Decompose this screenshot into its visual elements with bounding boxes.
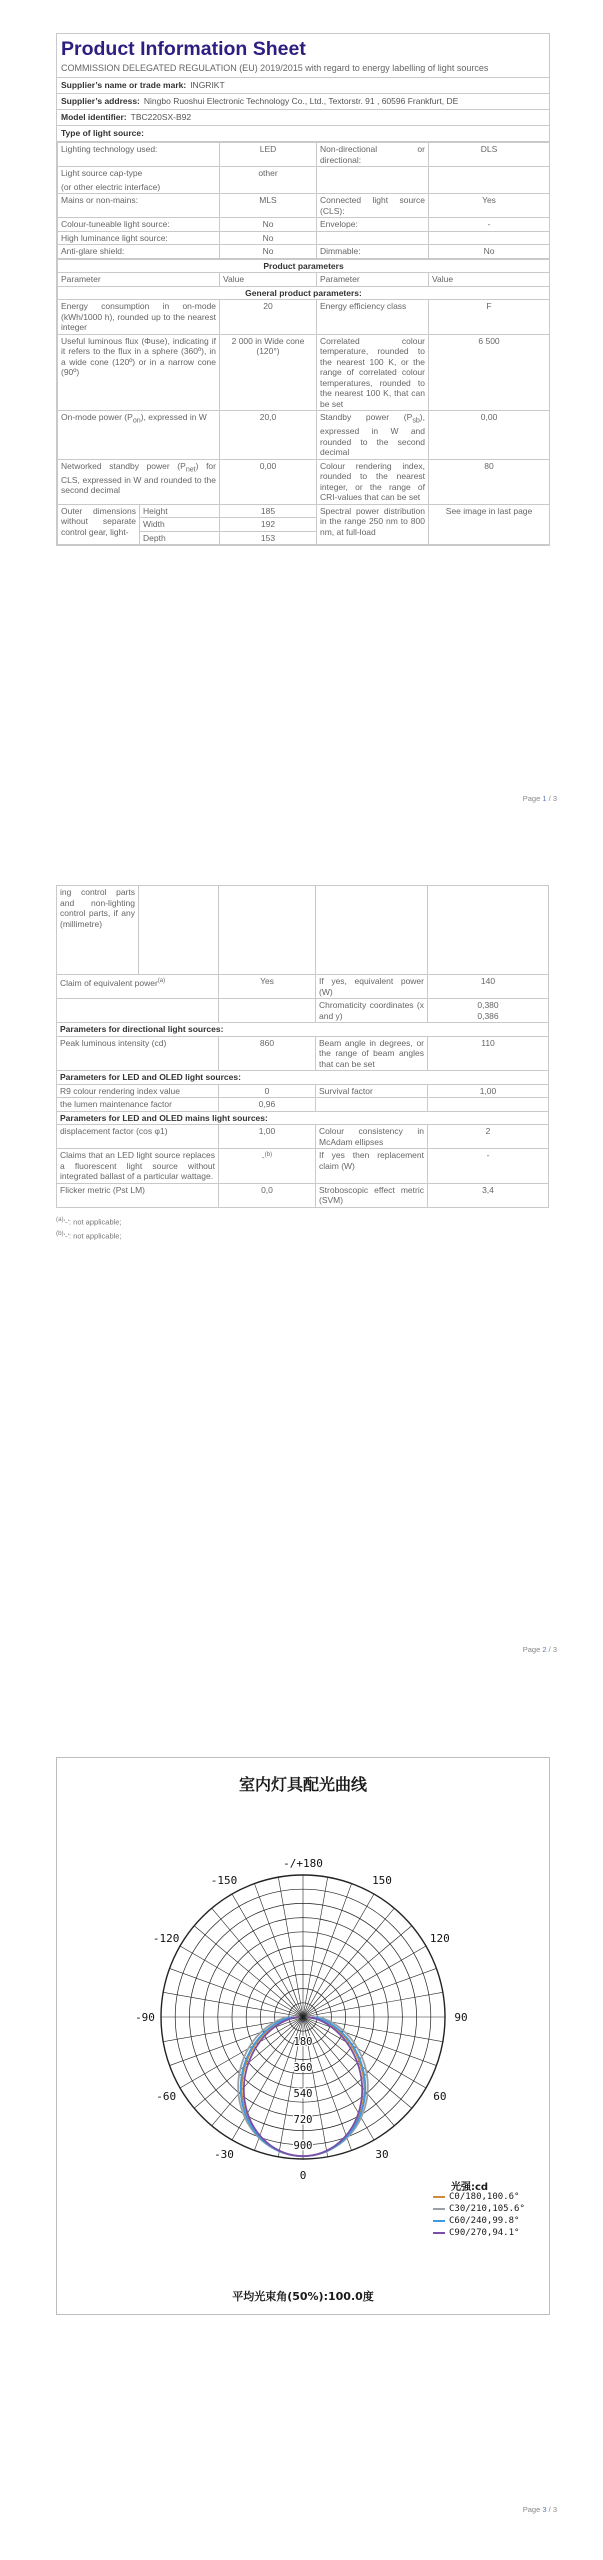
spd-value: See image in last page [429, 504, 550, 545]
sbpower-label [317, 411, 429, 460]
page-footer-1 [523, 794, 557, 803]
consistency-value: 2 [428, 1125, 549, 1149]
model-label: Model identifier: [61, 112, 127, 122]
page-number: 3 [542, 2505, 547, 2514]
type-value: No [220, 231, 317, 245]
spd-label: Spectral power distribution in the range 250 nm to 800 nm, at full-load [317, 504, 429, 545]
mains-heading-row [57, 1111, 549, 1125]
page-sep: / [548, 1645, 551, 1654]
dir-heading: Parameters for directional light sources: [57, 1023, 549, 1037]
footnote-b-mark: (b) [56, 1230, 64, 1237]
page-sep: / [548, 2505, 551, 2514]
type-value: MLS [220, 194, 317, 218]
angle-label-top: -/+180 [283, 1857, 323, 1870]
chroma-label: Chromaticity coordinates (x and y) [316, 999, 428, 1023]
replace-claim-label: If yes then replacement claim (W) [316, 1149, 428, 1184]
light-distribution-figure [56, 1757, 550, 2315]
figure-caption: 平均光束角(50%):100.0度 [232, 2290, 374, 2303]
chroma-value [428, 999, 549, 1023]
lumen-label: the lumen maintenance factor [57, 1098, 219, 1112]
peak-label: Peak luminous intensity (cd) [57, 1036, 219, 1071]
footnote-a [56, 1214, 548, 1229]
type-label: Anti-glare shield: [58, 245, 220, 259]
type-table [57, 142, 550, 259]
info-sheet-page2 [56, 885, 548, 1243]
svm-label: Stroboscopic effect metric (SVM) [316, 1183, 428, 1207]
energy-value: 20 [220, 300, 317, 335]
param-row [57, 975, 549, 999]
page-number: 1 [542, 794, 547, 803]
type-value: No [429, 245, 550, 259]
model-value: TBC220SX-B92 [130, 112, 192, 122]
cct-value: 6 500 [429, 334, 550, 411]
params-heading: Product parameters [58, 259, 550, 273]
type-value: LED [220, 143, 317, 167]
beam-label: Beam angle in degrees, or the range of beam angles that can be set [316, 1036, 428, 1071]
netpower-sub: net [185, 465, 196, 474]
col-param: Parameter [317, 273, 429, 287]
type-heading [57, 126, 549, 142]
general-heading-row [58, 286, 550, 300]
legend-swatch [433, 2220, 445, 2222]
dim-name: Depth [140, 531, 220, 545]
param-row [57, 1098, 549, 1112]
type-value: No [220, 218, 317, 232]
led-heading-row [57, 1071, 549, 1085]
legend-item [433, 2203, 525, 2215]
page-title: Product Information Sheet [61, 38, 306, 60]
type-row [58, 143, 550, 167]
dir-heading-row [57, 1023, 549, 1037]
equiv-value: Yes [219, 975, 316, 999]
type-row [58, 167, 550, 194]
page-number: 2 [542, 1645, 547, 1654]
cap-type-label: Light source cap-type [61, 168, 143, 178]
flicker-label: Flicker metric (Pst LM) [57, 1183, 219, 1207]
legend-swatch [433, 2232, 445, 2234]
angle-label: -60 [156, 2090, 177, 2103]
type-row [58, 218, 550, 232]
type-value [429, 231, 550, 245]
param-row [57, 1036, 549, 1071]
angle-label: -120 [152, 1932, 180, 1945]
page-sep: / [548, 794, 551, 803]
params-table-continued [56, 885, 549, 1208]
r9-label: R9 colour rendering index value [57, 1084, 219, 1098]
angle-label: 90 [454, 2011, 468, 2024]
regulation-text: COMMISSION DELEGATED REGULATION (EU) 2019/2015 with regard to energy labelling of light sources [57, 62, 549, 78]
param-row [58, 459, 550, 504]
footnote-b [56, 1228, 548, 1243]
params-heading-row [58, 259, 550, 273]
replace-claim-value: - [428, 1149, 549, 1184]
angle-label: 30 [375, 2147, 389, 2161]
cri-label: Colour rendering index, rounded to the nearest integer, or the range of CRI-values that can be set [317, 459, 429, 504]
legend-swatch [433, 2208, 445, 2210]
survival-value: 1,00 [428, 1084, 549, 1098]
params-column-header [58, 273, 550, 287]
page-total: 3 [552, 794, 557, 803]
angle-label: -150 [210, 1874, 238, 1888]
chroma-y: 0,386 [477, 1010, 499, 1021]
param-row [57, 886, 549, 975]
angle-label: -30 [214, 2147, 234, 2161]
spd-blank [316, 886, 428, 975]
type-label: Mains or non-mains: [58, 194, 220, 218]
type-value [429, 167, 550, 194]
param-row [57, 1183, 549, 1207]
type-row [58, 231, 550, 245]
dims-label: Outer dimensions without separate control gear, light- [58, 504, 140, 545]
r9-value: 0 [219, 1084, 316, 1098]
param-row [58, 334, 550, 411]
type-value: - [429, 218, 550, 232]
page-total: 3 [552, 1645, 557, 1654]
col-value: Value [429, 273, 550, 287]
type-heading-text: Type of light source: [61, 128, 144, 138]
footnote-a-mark: (a) [56, 1215, 64, 1223]
param-row [58, 411, 550, 460]
type-value: Yes [429, 194, 550, 218]
radial-label: 900 [293, 2140, 313, 2152]
mains-heading: Parameters for LED and OLED mains light sources: [57, 1111, 549, 1125]
supplier-address-value: Ningbo Ruoshui Electronic Technology Co., Ltd., Textorstr. 91 , 60596 Frankfurt, DE [143, 96, 459, 106]
type-value: DLS [429, 143, 550, 167]
legend-item [433, 2191, 525, 2203]
footnote-a-text: '-': not applicable; [63, 1217, 122, 1226]
type-label [317, 167, 429, 194]
flicker-value: 0,0 [219, 1183, 316, 1207]
supplier-address-row [57, 94, 549, 110]
info-sheet-page1 [56, 33, 550, 546]
radial-label: 360 [293, 2062, 313, 2074]
sbpower-label-a: Standby power (P [320, 412, 413, 422]
supplier-name-value: INGRIKT [190, 80, 225, 90]
onpower-sub: on [132, 416, 141, 425]
onpower-label [58, 411, 220, 460]
onpower-label-a: On-mode power (P [61, 412, 133, 422]
angle-label: 0 [299, 2169, 307, 2182]
supplier-name-label: Supplier’s name or trade mark: [61, 80, 187, 90]
replace-value [219, 1149, 316, 1184]
sbpower-value: 0,00 [429, 411, 550, 460]
netpower-label [58, 459, 220, 504]
param-row [57, 999, 549, 1023]
radial-label: 720 [293, 2114, 313, 2126]
blank-cell [316, 1098, 428, 1112]
cap-type-sub: (or other electric interface) [61, 181, 161, 192]
page-word: Page [522, 794, 541, 803]
col-value: Value [220, 273, 317, 287]
dim-name: Width [140, 518, 220, 532]
dims-blank [139, 886, 219, 975]
type-value: No [220, 245, 317, 259]
param-row [57, 1125, 549, 1149]
type-label: High luminance light source: [58, 231, 220, 245]
figure-legend [433, 2191, 525, 2239]
type-label [58, 167, 220, 194]
eec-label: Energy efficiency class [317, 300, 429, 335]
supplier-address-label: Supplier’s address: [61, 96, 140, 106]
flux-value: 2 000 in Wide cone (120°) [220, 334, 317, 411]
netpower-label-b: ) for CLS, expressed in W and rounded to the second decimal [61, 460, 216, 496]
model-row [57, 110, 549, 126]
params-table [57, 259, 550, 546]
eec-value: F [429, 300, 550, 335]
type-row [58, 245, 550, 259]
survival-label: Survival factor [316, 1084, 428, 1098]
disp-value: 1,00 [219, 1125, 316, 1149]
type-row [58, 194, 550, 218]
param-row [57, 1084, 549, 1098]
dim-value: 153 [220, 531, 317, 545]
disp-label: displacement factor (cos φ1) [57, 1125, 219, 1149]
onpower-value: 20,0 [220, 411, 317, 460]
replace-value-text: - [261, 1151, 265, 1162]
page-word: Page [522, 2505, 541, 2514]
legend-item [433, 2215, 525, 2227]
footnote-b-text: '-': not applicable; [63, 1231, 122, 1241]
spd-blank [428, 886, 549, 975]
type-label: Connected light source (CLS): [317, 194, 429, 218]
dims-label-cont: ing control parts and non-lighting control parts, if any (millimetre) [57, 886, 139, 975]
units-label: 光强:cd [451, 2182, 489, 2193]
col-param: Parameter [58, 273, 220, 287]
type-value: other [220, 167, 317, 194]
led-heading: Parameters for LED and OLED light sources: [57, 1071, 549, 1085]
page-footer-3 [523, 2505, 557, 2514]
angle-label: 120 [429, 1932, 450, 1945]
type-label: Non-directional or directional: [317, 143, 429, 167]
type-label [317, 231, 429, 245]
page-total: 3 [552, 2505, 557, 2514]
type-label: Colour-tuneable light source: [58, 218, 220, 232]
equiv-note: (a) [157, 978, 166, 984]
legend-label: C90/270,94.1° [449, 2228, 520, 2238]
replace-label: Claims that an LED light source replaces a fluorescent light source without integrated ballast of a particular wattage. [57, 1149, 219, 1184]
blank-cell [219, 999, 316, 1023]
radial-label: 540 [293, 2088, 313, 2100]
equiv-label-text: Claim of equivalent power [60, 977, 158, 988]
dim-name: Height [140, 504, 220, 518]
cri-value: 80 [429, 459, 550, 504]
param-row [58, 300, 550, 335]
footnotes [56, 1214, 548, 1243]
legend-item [433, 2227, 525, 2239]
blank-cell [57, 999, 219, 1023]
consistency-label: Colour consistency in McAdam ellipses [316, 1125, 428, 1149]
legend-label: C60/240,99.8° [449, 2216, 520, 2226]
page-footer-2 [523, 1645, 557, 1654]
dim-value: 192 [220, 518, 317, 532]
chroma-x: 0,380 [477, 1000, 499, 1010]
equiv-label [57, 975, 219, 999]
param-row [58, 504, 550, 518]
netpower-label-a: Networked standby power (P [61, 460, 186, 471]
supplier-name-row [57, 78, 549, 94]
cct-label: Correlated colour temperature, rounded to the nearest 100 K, or the range of correlated colour temperatures, rounded to the nearest 100 K, that can be set [317, 334, 429, 411]
blank-cell [428, 1098, 549, 1112]
param-row [57, 1149, 549, 1184]
netpower-value: 0,00 [220, 459, 317, 504]
replace-note: (b) [264, 1152, 273, 1158]
type-label: Lighting technology used: [58, 143, 220, 167]
angle-label: 150 [372, 1874, 392, 1888]
general-heading: General product parameters: [58, 286, 550, 300]
beam-value: 110 [428, 1036, 549, 1071]
legend-label: C30/210,105.6° [449, 2204, 525, 2214]
peak-value: 860 [219, 1036, 316, 1071]
angle-label: -90 [135, 2011, 155, 2024]
angle-label: 60 [433, 2090, 447, 2103]
sbpower-sub: sb [412, 416, 420, 425]
page-word: Page [522, 1645, 541, 1654]
type-label: Envelope: [317, 218, 429, 232]
dim-value: 185 [220, 504, 317, 518]
equiv-power-label: If yes, equivalent power (W) [316, 975, 428, 999]
svm-value: 3,4 [428, 1183, 549, 1207]
onpower-label-b: ), expressed in W [140, 412, 207, 422]
lumen-value: 0,96 [219, 1098, 316, 1112]
dims-blank [219, 886, 316, 975]
sbpower-label-b: ), expressed in W and rounded to the second decimal [320, 412, 425, 458]
equiv-power-value: 140 [428, 975, 549, 999]
figure-title: 室内灯具配光曲线 [238, 1775, 367, 1794]
flux-label: Useful luminous flux (Φuse), indicating if it refers to the flux in a sphere (360º), in a wide cone (120º) or in a narrow cone (90º) [58, 334, 220, 411]
radial-label: 180 [293, 2036, 313, 2048]
type-label: Dimmable: [317, 245, 429, 259]
legend-swatch [433, 2196, 445, 2198]
legend-label: C0/180,100.6° [449, 2192, 520, 2202]
energy-label: Energy consumption in on-mode (kWh/1000 h), rounded up to the nearest integer [58, 300, 220, 335]
